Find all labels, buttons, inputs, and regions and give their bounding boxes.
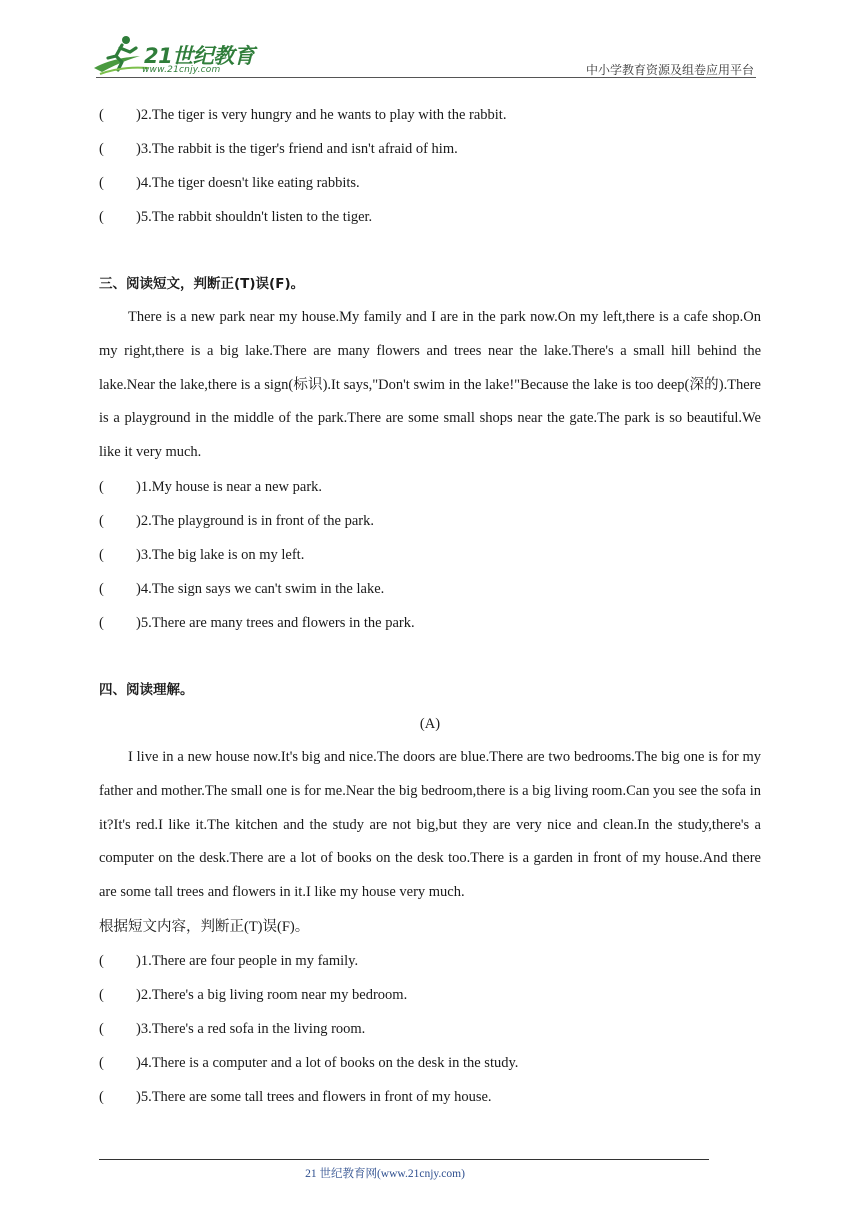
question-item: [99, 606, 761, 640]
logo-url: www.21cnjy.com: [142, 65, 221, 75]
question-item: [99, 944, 761, 978]
answer-paren: (: [99, 478, 104, 495]
question-text: )4.The tiger doesn't like eating rabbits.: [136, 175, 360, 191]
question-item: [99, 132, 761, 166]
answer-paren: (: [99, 107, 104, 123]
spacer: [99, 234, 761, 267]
question-text: )1.There are four people in my family.: [136, 952, 359, 969]
page-footer: [99, 1165, 761, 1181]
answer-paren: (: [99, 512, 104, 529]
answer-paren: (: [99, 986, 104, 1003]
question-text: )5.There are many trees and flowers in the park.: [136, 614, 415, 631]
question-item: [99, 572, 761, 606]
answer-paren: (: [99, 209, 104, 225]
question-text: )2.The playground is in front of the park.: [136, 512, 374, 529]
logo: [92, 34, 262, 78]
question-text: )3.The rabbit is the tiger's friend and isn't afraid of him.: [136, 141, 458, 157]
spacer: [99, 640, 761, 673]
answer-paren: (: [99, 1088, 104, 1105]
question-item: [99, 978, 761, 1012]
question-text: )5.There are some tall trees and flowers in front of my house.: [136, 1088, 492, 1105]
question-item: [99, 538, 761, 572]
question-item: [99, 98, 761, 132]
question-text: )3.There's a red sofa in the living room.: [136, 1020, 366, 1037]
section-three-passage: There is a new park near my house.My family and I are in the park now.On my left,there is a cafe shop.On my right,there is a big lake.There are many flowers and trees near the lake.There's a small hill behind the lake.Near the lake,there is a sign(标识).It says,"Don't swim in the lake!"Because the lake is too deep(深的).There is a playground in the middle of the park.There are some small shops near the gate.The park is so beautiful.We like it very much.: [99, 309, 761, 461]
section-four-passage: I live in a new house now.It's big and nice.The doors are blue.There are two bedrooms.The big one is for my father and mother.The small one is for me.Near the big bedroom,there is a big living room.Can you see the sofa in it?It's red.I like it.The kitchen and the study are not big,but they are very nice and clean.In the study,there's a computer on the desk.There are a lot of books on the desk too.There is a garden in front of my house.And there are some tall trees and flowers in it.I like my house very much.: [99, 748, 761, 901]
question-text: )4.There is a computer and a lot of books on the desk in the study.: [136, 1054, 519, 1071]
footer-divider: [99, 1159, 709, 1160]
section-four-title: 四、阅读理解。: [99, 681, 194, 698]
platform-title: 中小学教育资源及组卷应用平台: [585, 63, 754, 77]
footer-text: 21 世纪教育网(www.21cnjy.com): [305, 1168, 465, 1180]
section-three-title: 三、阅读短文，判断正(T)误(F)。: [99, 276, 305, 292]
question-item: [99, 1080, 761, 1114]
answer-paren: (: [99, 175, 104, 191]
question-item: [99, 470, 761, 504]
question-text: )5.The rabbit shouldn't listen to the tiger.: [136, 209, 373, 225]
logo-text: 21世纪教育: [144, 44, 255, 68]
question-text: )3.The big lake is on my left.: [136, 546, 305, 563]
header-divider: [96, 77, 756, 78]
question-item: [99, 504, 761, 538]
question-item: [99, 1046, 761, 1080]
answer-paren: (: [99, 141, 104, 157]
document-body: [99, 98, 761, 1114]
page-header: [0, 0, 860, 80]
answer-paren: (: [99, 952, 104, 969]
answer-paren: (: [99, 614, 104, 631]
question-item: [99, 1012, 761, 1046]
instruction-text: 根据短文内容，判断正(T)误(F)。: [99, 918, 310, 935]
answer-paren: (: [99, 580, 104, 597]
question-text: )2.There's a big living room near my bedroom.: [136, 986, 408, 1003]
question-text: )2.The tiger is very hungry and he wants to play with the rabbit.: [136, 107, 507, 123]
question-item: [99, 166, 761, 200]
question-item: [99, 200, 761, 234]
answer-paren: (: [99, 1054, 104, 1071]
answer-paren: (: [99, 546, 104, 563]
answer-paren: (: [99, 1020, 104, 1037]
question-text: )1.My house is near a new park.: [136, 478, 323, 495]
question-text: )4.The sign says we can't swim in the lake.: [136, 580, 385, 597]
passage-label: (A): [419, 715, 441, 732]
